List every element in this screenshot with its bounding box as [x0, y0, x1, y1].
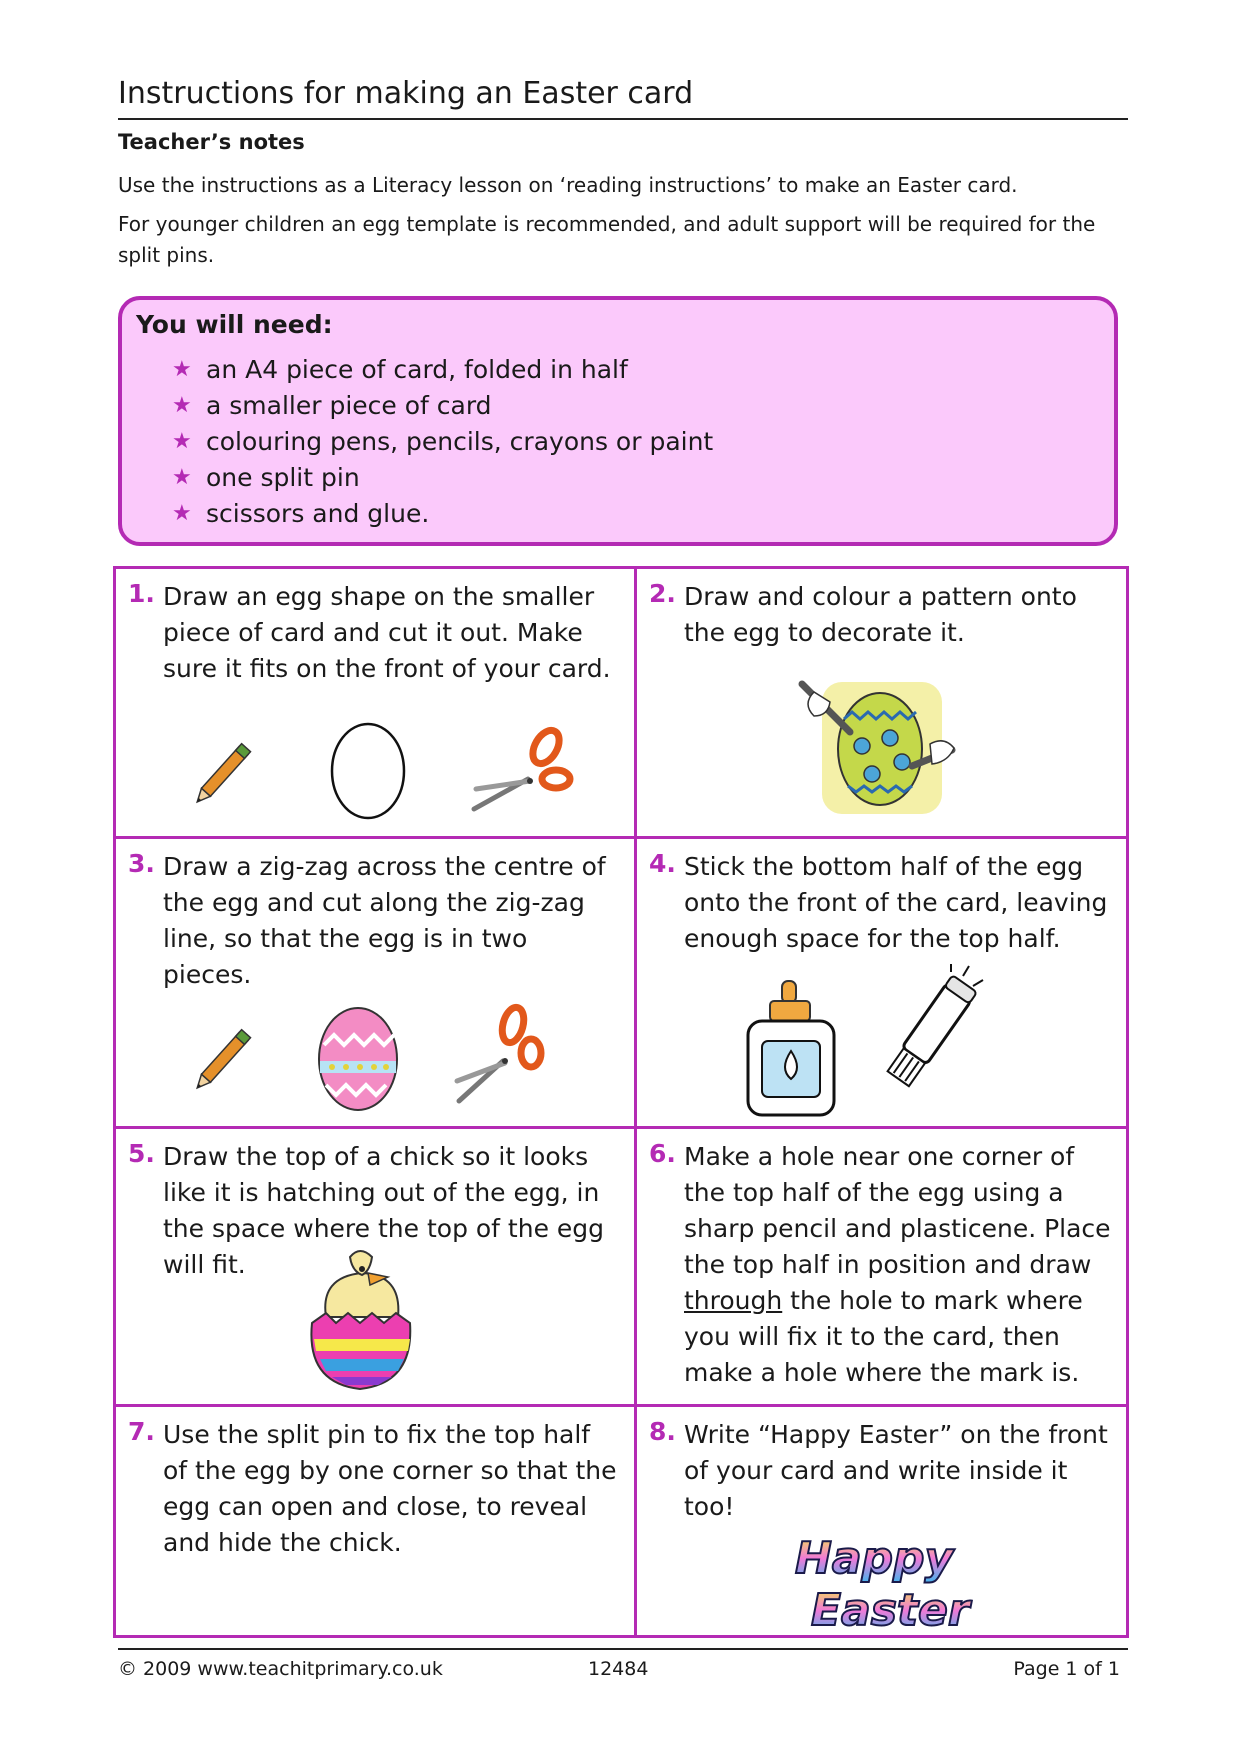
- you-will-need-heading: You will need:: [136, 310, 333, 339]
- step-text: Stick the bottom half of the egg onto the front of the card, leaving enough space for the top half.: [684, 852, 1108, 953]
- teachers-notes-heading: Teacher’s notes: [118, 130, 305, 154]
- step-number: 6.: [649, 1139, 676, 1168]
- pencil-icon: [181, 1011, 271, 1101]
- step-text: Draw a zig-zag across the centre of the egg and cut along the zig-zag line, so that the egg is in two pieces.: [163, 852, 606, 989]
- step-number: 8.: [649, 1417, 676, 1446]
- happy-easter-word-2: Easter: [811, 1585, 970, 1636]
- list-item-label: a smaller piece of card: [206, 391, 492, 420]
- star-icon: ★: [172, 393, 192, 418]
- list-item: [172, 496, 713, 532]
- step-text: Draw and colour a pattern onto the egg to decorate it.: [684, 582, 1077, 647]
- list-item-label: colouring pens, pencils, crayons or paint: [206, 427, 714, 456]
- pink-egg-icon: [316, 1005, 400, 1113]
- star-icon: ★: [172, 501, 192, 526]
- step-8: [637, 1407, 1126, 1635]
- glue-stick-icon: [877, 964, 987, 1104]
- step-text: [684, 1139, 1114, 1391]
- step-number: 5.: [128, 1139, 155, 1168]
- step-number: 3.: [128, 849, 155, 878]
- step-4: [637, 839, 1126, 1129]
- step-text: Use the split pin to fix the top half of the egg by one corner so that the egg can open and close, to reveal and hide the chick.: [163, 1420, 617, 1557]
- star-icon: ★: [172, 465, 192, 490]
- copyright-text: © 2009 www.teachitprimary.co.uk: [118, 1658, 443, 1680]
- egg-outline-icon: [328, 721, 408, 821]
- step-number: 1.: [128, 579, 155, 608]
- decorated-egg-icon: [792, 674, 962, 824]
- list-item-label: one split pin: [206, 463, 360, 492]
- scissors-icon: [466, 721, 576, 821]
- step-5: [116, 1129, 637, 1407]
- resource-code: 12484: [588, 1658, 649, 1680]
- list-item: [172, 424, 713, 460]
- happy-easter-logo: [787, 1527, 987, 1637]
- list-item-label: scissors and glue.: [206, 499, 430, 528]
- star-icon: ★: [172, 429, 192, 454]
- step-7: [116, 1407, 637, 1635]
- step-1: [116, 569, 637, 839]
- teachers-notes-paragraph-1: Use the instructions as a Literacy lesson on ‘reading instructions’ to make an Easter card.: [118, 173, 1018, 197]
- list-item-label: an A4 piece of card, folded in half: [206, 355, 628, 384]
- step-number: 4.: [649, 849, 676, 878]
- scissors-icon: [451, 1001, 551, 1113]
- step-number: 2.: [649, 579, 676, 608]
- star-icon: ★: [172, 357, 192, 382]
- step-text: Write “Happy Easter” on the front of your card and write inside it too!: [684, 1420, 1108, 1521]
- step-6: [637, 1129, 1126, 1407]
- page-footer: [118, 1648, 1128, 1690]
- step-text: Draw an egg shape on the smaller piece of card and cut it out. Make sure it fits on the front of your card.: [163, 582, 611, 683]
- glue-bottle-icon: [742, 979, 842, 1119]
- hatching-chick-icon: [302, 1247, 422, 1397]
- happy-easter-word-1: Happy: [795, 1533, 954, 1584]
- materials-list: [172, 352, 713, 532]
- steps-grid: [113, 566, 1129, 1638]
- step-text: Draw the top of a chick so it looks like it is hatching out of the egg, in the space where the top of the egg will fit.: [163, 1142, 605, 1279]
- step-text-part: the hole to mark where you will fix it to the card, then make a hole where the mark is.: [684, 1286, 1083, 1387]
- step-number: 7.: [128, 1417, 155, 1446]
- page-number: Page 1 of 1: [1013, 1658, 1120, 1680]
- page-title: Instructions for making an Easter card: [118, 74, 1128, 120]
- step-2: [637, 569, 1126, 839]
- list-item: [172, 352, 713, 388]
- underlined-word: through: [684, 1286, 783, 1315]
- step-3: [116, 839, 637, 1129]
- list-item: [172, 460, 713, 496]
- teachers-notes-paragraph-2: For younger children an egg template is recommended, and adult support will be required for the split pins.: [118, 212, 1096, 267]
- list-item: [172, 388, 713, 424]
- you-will-need-box: [118, 296, 1118, 546]
- pencil-icon: [181, 725, 271, 815]
- step-text-part: Make a hole near one corner of the top half of the egg using a sharp pencil and plasticene. Place the top half in position and draw: [684, 1142, 1111, 1279]
